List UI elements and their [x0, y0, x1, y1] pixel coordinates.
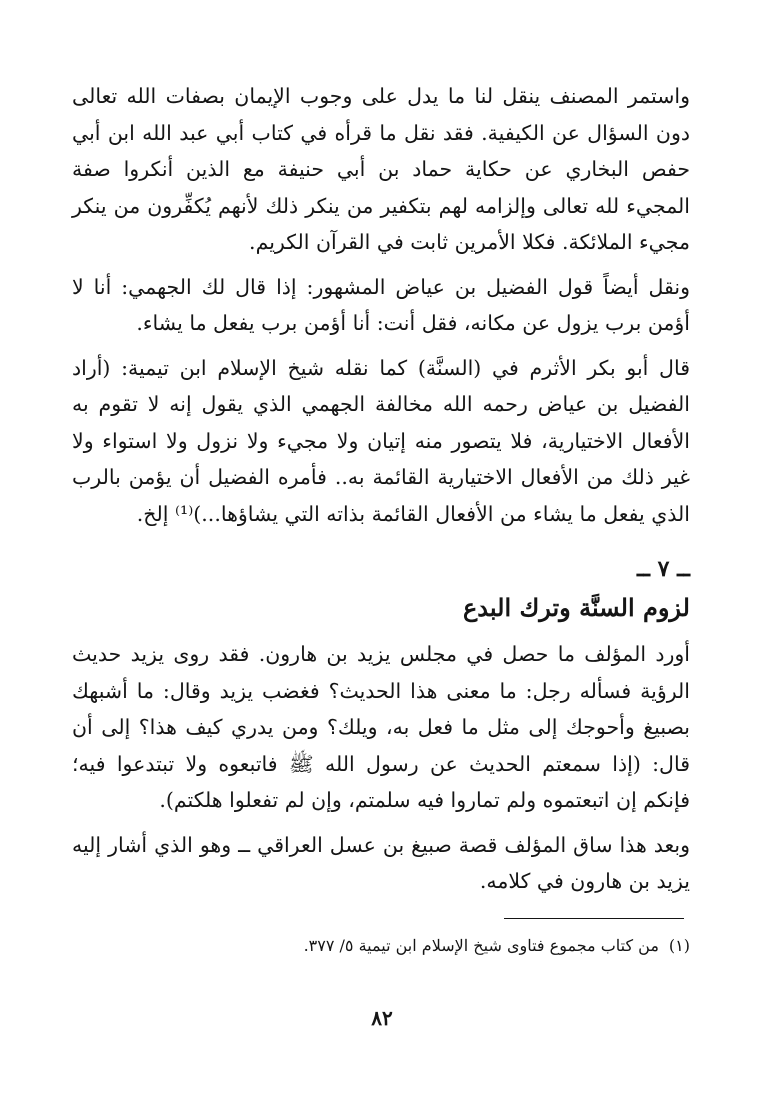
page-body: [72, 78, 690, 959]
paragraph-1: واستمر المصنف ينقل لنا ما يدل على وجوب الإيمان بصفات الله تعالى دون السؤال عن الكيفية. فقد نقل ما قرأه في كتاب أبي عبد الله ابن أبي حفص البخاري عن حكاية حماد بن أبي حنيفة مع الذين أنكروا صفة المجيء لله تعالى وإلزامه لهم بتكفير من ينكر ذلك لأنهم يُكفِّرون من ينكر مجيء الملائكة. فكلا الأمرين ثابت في القرآن الكريم.: [72, 84, 690, 254]
footnote: [72, 933, 690, 959]
section-paragraph-1: أورد المؤلف ما حصل في مجلس يزيد بن هارون. فقد روى يزيد حديث الرؤية فسأله رجل: ما معنى هذا الحديث؟ فغضب يزيد وقال: ما أشبهك بصبيغ وأحوجك إلى مثل ما فعل به، ويلك؟ ومن يدري كيف هذا؟ إلى أن قال: (إذا سمعتم الحديث عن رسول الله ﷺ فاتبعوه ولا تبتدعوا فيه؛ فإنكم إن اتبعتموه ولم تماروا فيه سلمتم، وإن لم تفعلوا هلكتم).: [72, 642, 690, 812]
paragraph-2: ونقل أيضاً قول الفضيل بن عياض المشهور: إذا قال لك الجهمي: أنا لا أؤمن برب يزول عن مكانه، فقل أنت: أنا أؤمن برب يفعل ما يشاء.: [72, 274, 690, 335]
page-number: ٨٢: [371, 1006, 393, 1030]
section-number: ــ ٧ ــ: [637, 556, 690, 582]
section-paragraph-2: وبعد هذا ساق المؤلف قصة صبيغ بن عسل العراقي ــ وهو الذي أشار إليه يزيد بن هارون في كلامه.: [72, 832, 690, 893]
section-title: لزوم السنَّة وترك البدع: [462, 593, 690, 622]
paragraph-3: قال أبو بكر الأثرم في (السنَّة) كما نقله شيخ الإسلام ابن تيمية: (أراد الفضيل بن عياض رحمه الله مخالفة الجهمي الذي يقول إنه لا تقوم به الأفعال الاختيارية، فلا يتصور منه إتيان ولا مجيء ولا نزول ولا استواء ولا غير ذلك من الأفعال الاختيارية القائمة به.. فأمره الفضيل أن يؤمن بالرب الذي يفعل ما يشاء من الأفعال القائمة بذاته التي يشاؤها...)⁽¹⁾ إلخ.: [72, 355, 690, 526]
footnote-text: من كتاب مجموع فتاوى شيخ الإسلام ابن تيمية ٥/ ٣٧٧.: [303, 935, 659, 955]
footnote-marker: (١): [668, 935, 690, 955]
footnote-divider: [504, 918, 684, 919]
section-body: [72, 636, 690, 900]
